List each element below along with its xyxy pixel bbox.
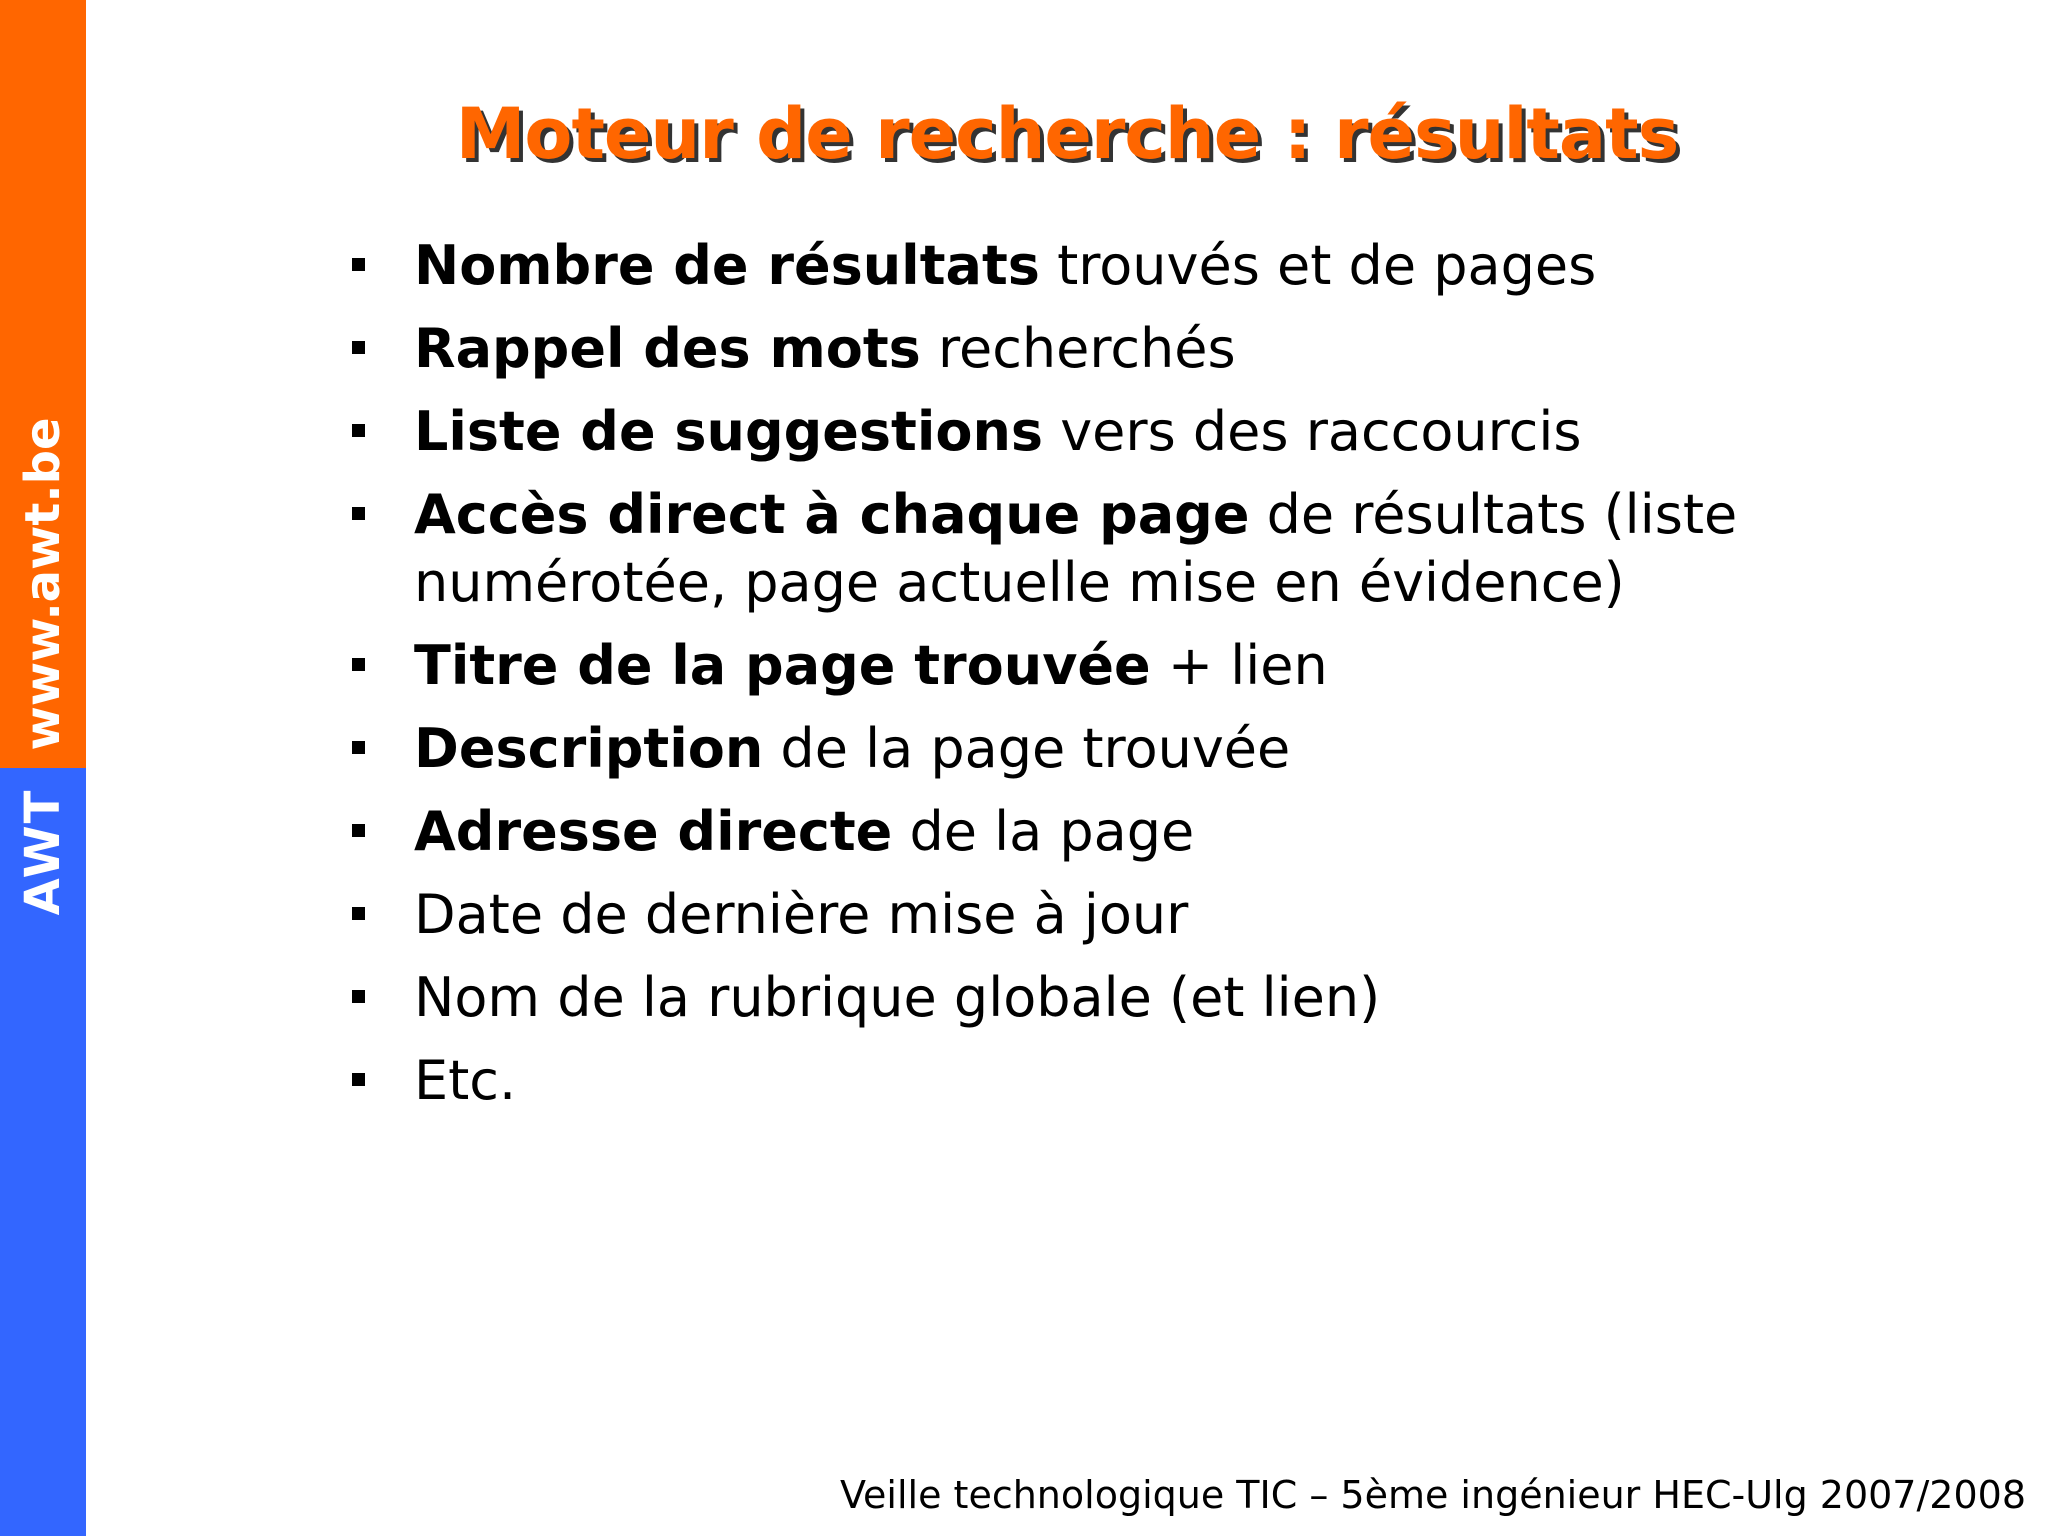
square-bullet-icon — [352, 507, 365, 520]
list-item — [352, 315, 1912, 383]
bullet-text: de résultats (liste numérotée, page actuelle mise en évidence) — [414, 483, 1738, 614]
square-bullet-icon — [352, 907, 365, 920]
square-bullet-icon — [352, 990, 365, 1003]
bullet-text: vers des raccourcis — [1043, 400, 1582, 463]
bullet-text: de la page trouvée — [763, 717, 1291, 780]
square-bullet-icon — [352, 658, 365, 671]
list-item — [352, 232, 1912, 300]
list-item — [352, 632, 1912, 700]
slide-title: Moteur de recherche : résultats — [455, 93, 1679, 175]
sidebar-url: www.awt.be — [15, 417, 71, 751]
list-item — [352, 798, 1912, 866]
bullet-text: Nom de la rubrique globale (et lien) — [414, 966, 1381, 1029]
list-item — [352, 964, 1912, 1032]
square-bullet-icon — [352, 824, 365, 837]
square-bullet-icon — [352, 258, 365, 271]
bullet-lead: Titre de la page trouvée — [414, 634, 1151, 697]
list-item — [352, 715, 1912, 783]
footer-text: Veille technologique TIC – 5ème ingénieur HEC-Ulg 2007/2008 — [840, 1473, 2026, 1517]
bullet-text: Date de dernière mise à jour — [414, 883, 1189, 946]
square-bullet-icon — [352, 341, 365, 354]
bullet-lead: Description — [414, 717, 764, 780]
list-item — [352, 1047, 1912, 1115]
bullet-text: Etc. — [414, 1049, 517, 1112]
list-item — [352, 881, 1912, 949]
bullet-lead: Liste de suggestions — [414, 400, 1044, 463]
sidebar — [0, 0, 86, 1536]
sidebar-brand: AWT — [15, 788, 71, 916]
bullet-list — [352, 232, 1912, 1130]
bullet-text: de la page — [892, 800, 1195, 863]
bullet-text: trouvés et de pages — [1039, 234, 1597, 297]
square-bullet-icon — [352, 741, 365, 754]
bullet-lead: Rappel des mots — [414, 317, 921, 380]
bullet-lead: Adresse directe — [414, 800, 893, 863]
bullet-lead: Accès direct à chaque page — [414, 483, 1250, 546]
square-bullet-icon — [352, 424, 365, 437]
bullet-lead: Nombre de résultats — [414, 234, 1040, 297]
bullet-text: + lien — [1150, 634, 1328, 697]
list-item — [352, 398, 1912, 466]
list-item — [352, 481, 1912, 617]
bullet-text: recherchés — [920, 317, 1236, 380]
square-bullet-icon — [352, 1073, 365, 1086]
